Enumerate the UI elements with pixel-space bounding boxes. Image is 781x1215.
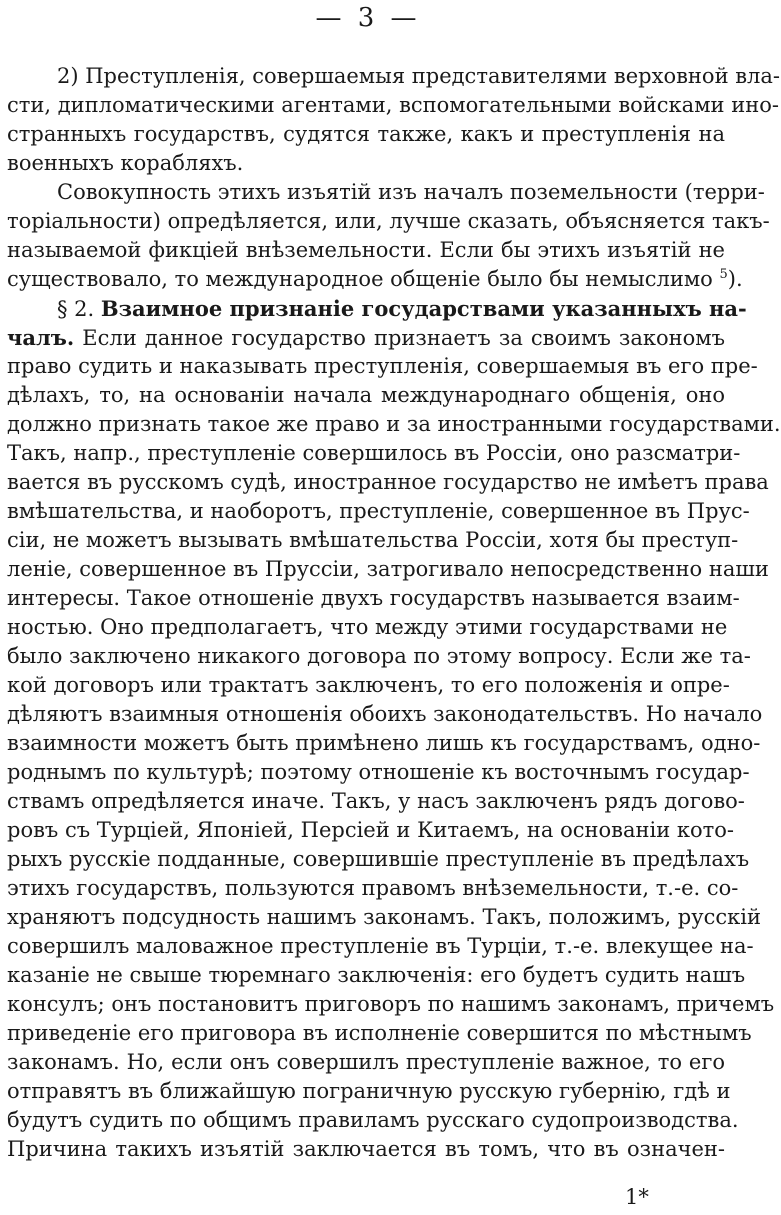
page-number: — 3 — <box>315 3 421 33</box>
text-line: ностью. Оно предполагаетъ, что между этими государствами не <box>7 615 728 639</box>
text-line: называемой фикціей внѣземельности. Если бы этихъ изъятій не <box>7 238 725 262</box>
text-line: дѣляютъ взаимныя отношенія обоихъ законодательствъ. Но начало <box>7 702 763 726</box>
section-heading-line <box>7 294 747 323</box>
text-line: должно признать такое же право и за иностранными государствами. <box>7 412 781 436</box>
text-line: Причина такихъ изъятій заключается въ томъ, что въ означен- <box>7 1137 725 1161</box>
text-line: право судить и наказывать преступленія, совершаемыя въ его пре- <box>7 354 758 378</box>
text-line <box>7 323 725 352</box>
text-line: дѣлахъ, то, на основаніи начала международнаго общенія, оно <box>7 383 725 407</box>
text-line: казаніе не свыше тюремнаго заключенія: его будетъ судить нашъ <box>7 963 746 987</box>
text-line: приведеніе его приговора въ исполненіе совершится по мѣстнымъ <box>7 1021 752 1045</box>
text-line: отправятъ въ ближайшую пограничную русскую губернію, гдѣ и <box>7 1079 731 1103</box>
text-line: рыхъ русскіе подданные, совершившіе преступленіе въ предѣлахъ <box>7 847 750 871</box>
section-number: § 2. <box>57 297 101 321</box>
text-line: Совокупность этихъ изъятій изъ началъ поземельности (терри- <box>57 180 765 204</box>
text-line: храняютъ подсудность нашимъ законамъ. Такъ, положимъ, русскій <box>7 905 761 929</box>
text-segment: Если данное государство признаетъ за своимъ закономъ <box>74 326 725 350</box>
text-line: совершилъ маловажное преступленіе въ Турціи, т.-е. влекущее на- <box>7 934 754 958</box>
body-text <box>7 62 781 1164</box>
text-line: вается въ русскомъ судѣ, иностранное государство не имѣетъ права <box>7 470 769 494</box>
text-line <box>7 265 743 294</box>
text-line: военныхъ корабляхъ. <box>7 151 244 175</box>
text-line: взаимности можетъ быть примѣнено лишь къ государствамъ, одно- <box>7 731 761 755</box>
text-line: этихъ государствъ, пользуются правомъ внѣземельности, т.-е. со- <box>7 876 739 900</box>
footnote-marker: 5 <box>719 267 728 282</box>
printer-signature-mark: 1* <box>625 1185 649 1209</box>
text-line: торіальности) опредѣляется, или, лучше сказать, объясняется такъ- <box>7 209 770 233</box>
text-line: ровъ съ Турціей, Японіей, Персіей и Китаемъ, на основаніи кото- <box>7 818 735 842</box>
text-segment: существовало, то международное общеніе было бы немыслимо <box>7 267 713 291</box>
text-line: законамъ. Но, если онъ совершилъ преступленіе важное, то его <box>7 1050 725 1074</box>
text-line: роднымъ по культурѣ; поэтому отношеніе къ восточнымъ государ- <box>7 760 750 784</box>
text-line: интересы. Такое отношеніе двухъ государствъ называется взаим- <box>7 586 740 610</box>
text-line: странныхъ государствъ, судятся также, какъ и преступленія на <box>7 122 725 146</box>
text-line: сіи, не можетъ вызывать вмѣшательства Россіи, хотя бы преступ- <box>7 528 739 552</box>
text-line: 2) Преступленія, совершаемыя представителями верховной вла- <box>57 64 781 88</box>
text-line: сти, дипломатическими агентами, вспомогательными войсками ино- <box>7 93 779 117</box>
text-line: ствамъ опредѣляется иначе. Такъ, у насъ заключенъ рядъ догово- <box>7 789 745 813</box>
text-line: вмѣшательства, и наоборотъ, преступленіе, совершенное въ Прус- <box>7 499 750 523</box>
section-title-end: чалъ. <box>7 325 75 350</box>
text-line: консулъ; онъ постановитъ приговоръ по нашимъ законамъ, причемъ <box>7 992 775 1016</box>
text-line: было заключено никакого договора по этому вопросу. Если же та- <box>7 644 751 668</box>
text-line: леніе, совершенное въ Пруссіи, затрогивало непосредственно наши <box>7 557 769 581</box>
text-line: Такъ, напр., преступленіе совершилось въ Россіи, оно разсматри- <box>7 441 741 465</box>
text-line: кой договоръ или трактатъ заключенъ, то его положенія и опре- <box>7 673 730 697</box>
text-line: будутъ судить по общимъ правиламъ русскаго судопроизводства. <box>7 1108 739 1132</box>
section-title: Взаимное признаніе государствами указанныхъ на- <box>100 296 747 321</box>
text-segment: ). <box>727 267 743 291</box>
